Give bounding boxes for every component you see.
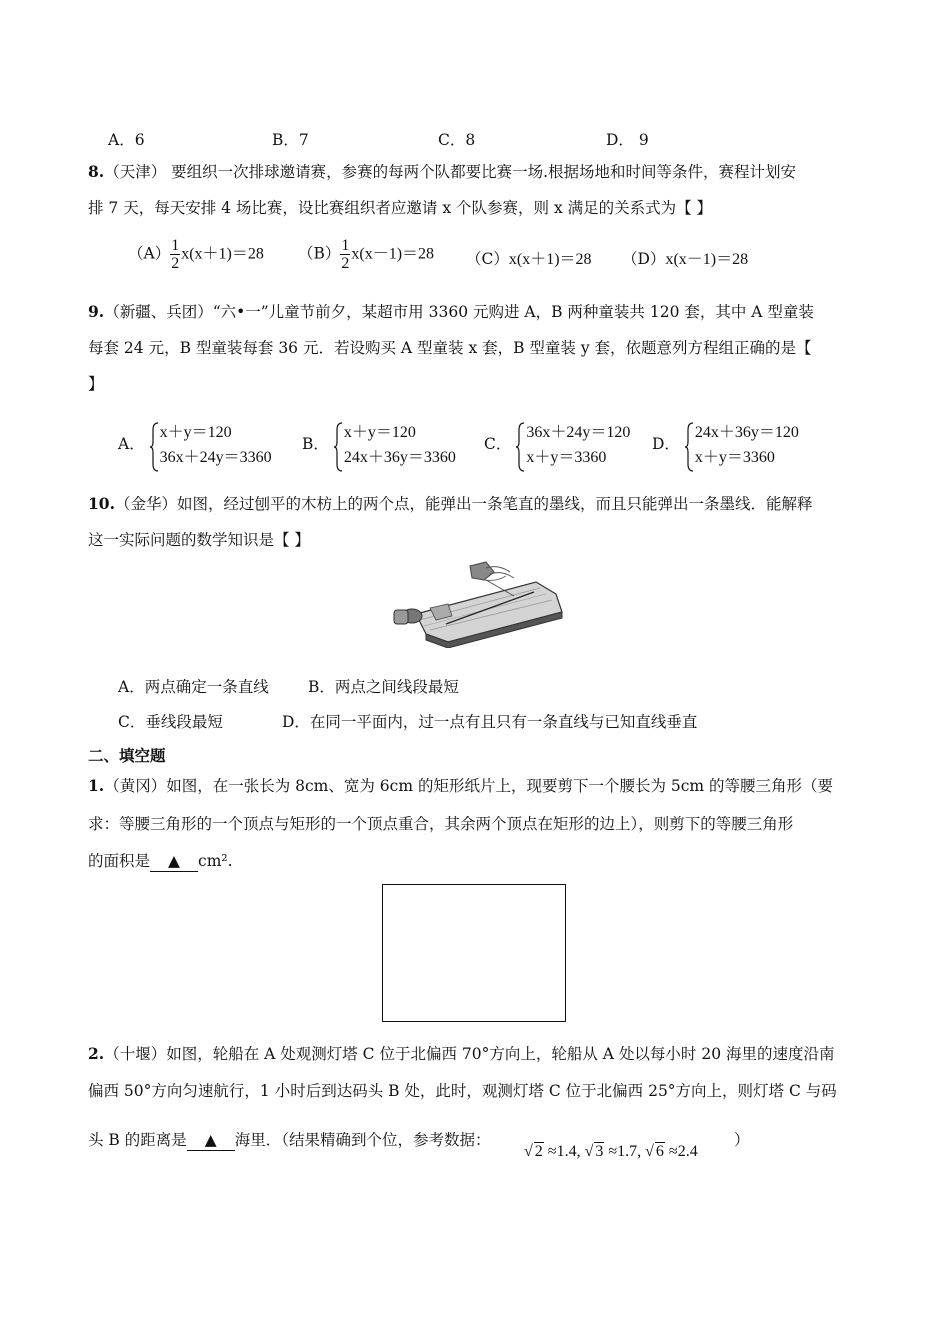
- q10-line1: [88, 494, 812, 514]
- fill1-line3: [88, 851, 233, 872]
- fraction-numerator: 1: [171, 237, 180, 254]
- fill1-text-1: （黄冈）如图，在一张长为 8cm、宽为 6cm 的矩形纸片上，现要剪下一个腰长为 5cm 的等腰三角形（要: [104, 777, 834, 795]
- fill2-line1: [88, 1044, 834, 1064]
- q9-line1: [88, 302, 814, 322]
- q10-option-c: C．垂线段最短: [118, 713, 223, 731]
- fill2-reference-data: [524, 1142, 698, 1161]
- fill2-close-paren: ）: [734, 1131, 750, 1149]
- rectangle-figure: [382, 884, 566, 1022]
- q10-text-1: （金华）如图，经过刨平的木枋上的两个点，能弹出一条笔直的墨线，而且只能弹出一条墨线．能解释: [114, 495, 813, 513]
- fill1-number: 1.: [88, 776, 105, 795]
- fill1-line1: [88, 776, 833, 796]
- q9-option-a: [118, 420, 272, 470]
- fill1-answer-blank: ▲: [150, 851, 198, 872]
- fill1-text-3: 的面积是: [88, 852, 151, 870]
- radicand-6: 6: [655, 1143, 664, 1160]
- radicand-2: 2: [534, 1143, 543, 1160]
- fill2-number: 2.: [88, 1044, 105, 1063]
- fill2-line2: 偏西 50°方向匀速航行，1 小时后到达码头 B 处，此时，观测灯塔 C 位于北偏西 25°方向上，则灯塔 C 与码: [88, 1082, 837, 1100]
- q9-option-c-system: [516, 420, 630, 470]
- q9-number: 9.: [88, 302, 105, 321]
- q8-option-a-fraction: [170, 237, 180, 272]
- q8-number: 8.: [88, 162, 105, 181]
- q10-option-a: A．两点确定一条直线: [118, 678, 269, 696]
- q9-option-b-label: B．: [302, 435, 329, 453]
- q8-text-1: （天津） 要组织一次排球邀请赛，参赛的每两个队都要比赛一场.根据场地和时间等条件，赛程计划安: [104, 163, 797, 181]
- equation-1: x＋y＝120: [159, 424, 232, 441]
- q8-option-a-label: （A）: [128, 244, 171, 263]
- q8-option-b: [298, 237, 434, 272]
- q9-option-a-label: A．: [118, 435, 145, 453]
- q7-option-d: D． 9: [606, 131, 649, 149]
- approx-value-3: ≈2.4: [668, 1143, 698, 1160]
- fill2-text-1: （十堰）如图，轮船在 A 处观测灯塔 C 位于北偏西 70°方向上，轮船从 A 处以每小时 20 海里的速度沿南: [104, 1045, 835, 1063]
- sqrt-2: √ 2: [524, 1143, 543, 1160]
- equation-2: 24x＋36y＝3360: [343, 449, 456, 466]
- q9-option-b: [302, 420, 456, 470]
- q10-number: 10.: [88, 494, 115, 513]
- ink-line-plank-illustration: [386, 558, 568, 648]
- equation-1: x＋y＝120: [343, 424, 416, 441]
- sqrt-3: √ 3: [584, 1143, 604, 1160]
- section-title: 二、填空题: [88, 746, 166, 765]
- q7-option-c: C．8: [438, 131, 476, 149]
- q9-option-c: [484, 420, 630, 470]
- q8-option-b-fraction: [340, 237, 350, 272]
- q8-option-b-label: （B）: [298, 244, 341, 263]
- q8-option-b-expr: x(x－1)＝28: [351, 245, 435, 263]
- approx-value-1: ≈1.4,: [547, 1143, 581, 1160]
- left-brace-icon: [516, 422, 525, 472]
- q10-line2: 这一实际问题的数学知识是【 】: [88, 531, 310, 549]
- q9-line3: 】: [88, 375, 104, 393]
- q8-option-c-label: （C）: [466, 250, 509, 268]
- equation-1: 36x＋24y＝120: [526, 424, 631, 441]
- q9-option-b-system: [334, 420, 456, 470]
- q9-option-d: [652, 420, 799, 470]
- q8-option-d-expr: x(x－1)＝28: [665, 251, 749, 268]
- sqrt-6: √ 6: [645, 1143, 664, 1160]
- q7-option-b: B．7: [272, 131, 309, 149]
- q9-option-d-system: [685, 420, 799, 470]
- q8-option-c: [466, 246, 592, 269]
- fill2-text-3: 头 B 的距离是: [88, 1131, 187, 1149]
- q10-option-d: D．在同一平面内，过一点有且只有一条直线与已知直线垂直: [282, 713, 698, 731]
- fill2-answer-blank: ▲: [187, 1130, 235, 1151]
- fill1-unit: cm².: [198, 852, 233, 870]
- q9-option-d-label: D．: [652, 435, 680, 453]
- q9-option-a-system: [150, 420, 272, 470]
- radicand-3: 3: [595, 1143, 604, 1160]
- approx-value-2: ≈1.7,: [608, 1143, 642, 1160]
- equation-2: x＋y＝3360: [694, 449, 775, 466]
- q8-option-d-label: （D）: [622, 250, 666, 268]
- q8-line2: 排 7 天，每天安排 4 场比赛，设比赛组织者应邀请 x 个队参赛，则 x 满足的关系式为【 】: [88, 199, 713, 217]
- equation-1: 24x＋36y＝120: [694, 424, 799, 441]
- q9-option-c-label: C．: [484, 435, 512, 453]
- fill1-line2: 求：等腰三角形的一个顶点与矩形的一个顶点重合，其余两个顶点在矩形的边上），则剪下的等腰三角形: [88, 815, 794, 833]
- q8-line1: [88, 162, 796, 182]
- left-brace-icon: [150, 422, 159, 472]
- q8-option-c-expr: x(x＋1)＝28: [508, 251, 592, 268]
- q9-line2: 每套 24 元，B 型童装每套 36 元．若设购买 A 型童装 x 套，B 型童装 y 套，依题意列方程组正确的是【: [88, 339, 812, 357]
- equation-2: 36x＋24y＝3360: [159, 449, 272, 466]
- left-brace-icon: [685, 422, 694, 472]
- q8-option-a: [128, 237, 264, 272]
- left-brace-icon: [334, 422, 343, 472]
- q8-option-d: [622, 246, 748, 269]
- fraction-denominator: 2: [171, 255, 180, 272]
- fraction-denominator: 2: [341, 255, 350, 272]
- fill2-line3: [88, 1130, 491, 1151]
- equation-2: x＋y＝3360: [526, 449, 607, 466]
- fraction-numerator: 1: [341, 237, 350, 254]
- q9-text-1: （新疆、兵团）“六•一”儿童节前夕，某超市用 3360 元购进 A，B 两种童装共 120 套，其中 A 型童装: [104, 303, 814, 321]
- q7-option-a: A．6: [108, 131, 145, 149]
- q8-option-a-expr: x(x＋1)＝28: [181, 245, 264, 263]
- q10-option-b: B．两点之间线段最短: [308, 678, 459, 696]
- fill2-text-4: 海里．（结果精确到个位，参考数据：: [234, 1131, 491, 1149]
